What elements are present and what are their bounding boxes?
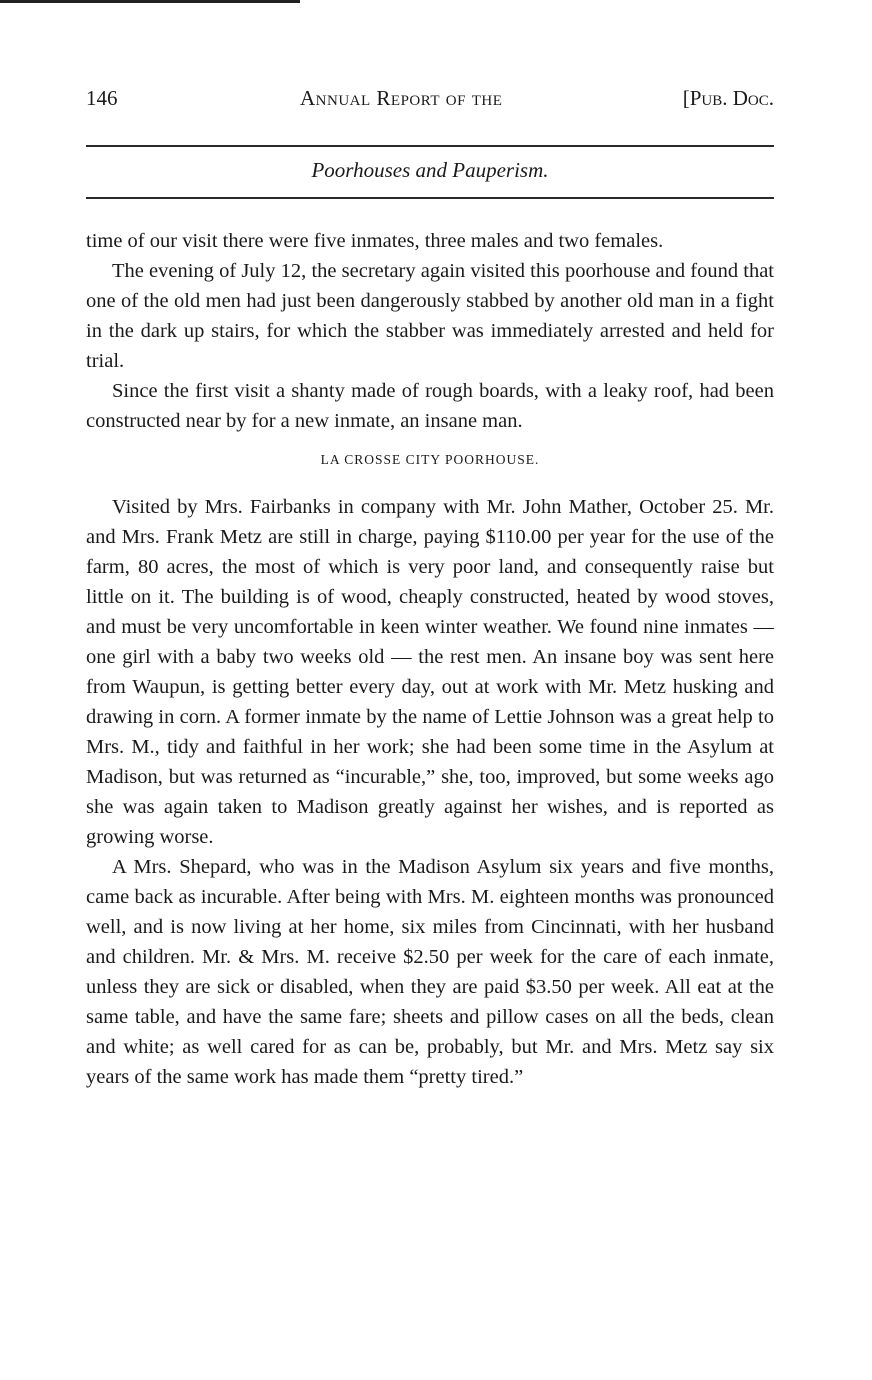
header-rule-top [86, 145, 774, 147]
page-top-edge [0, 0, 300, 3]
header-rule-bottom [86, 197, 774, 199]
page-number: 146 [86, 86, 118, 110]
running-header [86, 86, 774, 114]
body-text [86, 226, 774, 1092]
paragraph: Visited by Mrs. Fairbanks in company with Mr. John Mather, October 25. Mr. and Mrs. Frank Metz are still in charge, paying $110.00 per year for the use of the farm, 80 acres, the most of which is very poor land, and consequently raise but little on it. The building is of wood, cheaply constructed, heated by wood stoves, and must be very uncomfortable in keen winter weather. We found nine inmates — one girl with a baby two weeks old — the rest men. An insane boy was sent here from Waupun, is getting better every day, out at work with Mr. Metz husking and drawing in corn. A former inmate by the name of Lettie Johnson was a great help to Mrs. M., tidy and faithful in her work; she had been some time in the Asylum at Madison, but was returned as “incurable,” she, too, improved, but some weeks ago she was again taken to Madison greatly against her wishes, and is reported as growing worse. [86, 496, 774, 848]
subheading: LA CROSSE CITY POORHOUSE. [320, 452, 540, 467]
section-title: Poorhouses and Pauperism. [311, 158, 549, 182]
paragraph-continued: time of our visit there were five inmates, three males and two females. [86, 230, 664, 252]
paragraph: A Mrs. Shepard, who was in the Madison Asylum six years and five months, came back as incurable. After being with Mrs. M. eighteen months was pronounced well, and is now living at her home, six miles from Cincinnati, with her husband and children. Mr. & Mrs. M. receive $2.50 per week for the care of each inmate, unless they are sick or disabled, when they are paid $3.50 per week. All eat at the same table, and have the same fare; sheets and pillow cases on all the beds, clean and white; as well cared for as can be, probably, but Mr. and Mrs. Metz say six years of the same work has made them “pretty tired.” [86, 856, 774, 1088]
paragraph: The evening of July 12, the secretary again visited this poorhouse and found that one of the old men had just been dangerously stabbed by another old man in a fight in the dark up stairs, for which the stabber was immediately arrested and held for trial. [86, 260, 774, 372]
report-title: Annual Report of the [300, 86, 503, 110]
pub-doc-label: [Pub. Doc. [682, 86, 774, 110]
paragraph: Since the first visit a shanty made of rough boards, with a leaky roof, had been constructed near by for a new inmate, an insane man. [86, 380, 774, 432]
